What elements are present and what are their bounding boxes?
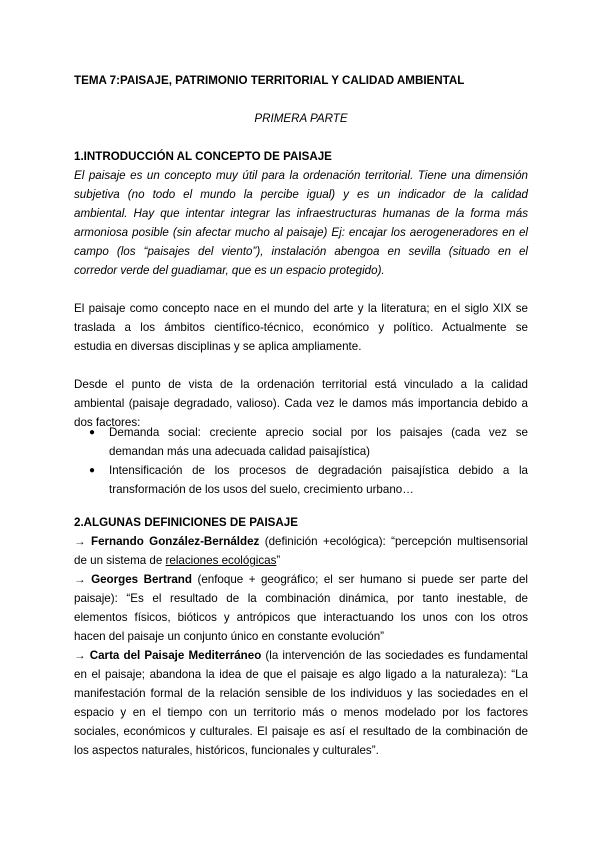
paragraph-line: estudia en diversas disciplinas y se aplica ampliamente. (74, 340, 362, 353)
author-name: Georges Bertrand (91, 573, 192, 586)
intro-line: armoniosa posible (sin afectar mucho al paisaje) Ej: encajar los aerogeneradores en el (74, 226, 528, 239)
bullet-item-line: Demanda social: creciente aprecio social por los paisajes (cada vez se (109, 426, 528, 439)
paragraph-line: El paisaje como concepto nace en el mundo del arte y la literatura; en el siglo XIX se (74, 302, 528, 315)
bullet-item-line: Intensificación de los procesos de degradación paisajística debido a la (109, 464, 528, 477)
author-name: Carta del Paisaje Mediterráneo (89, 649, 262, 662)
definition-line: paisaje): “Es el resultado de la combinación dinámica, por tanto inestable, de (74, 592, 528, 605)
definition-line (74, 570, 528, 589)
document-subtitle: PRIMERA PARTE (254, 112, 348, 125)
paragraph-line: ambiental (paisaje degradado, valioso). Cada vez le damos más importancia debido a (74, 397, 528, 410)
definition-line (74, 646, 528, 665)
intro-line: subjetiva (no todo el mundo la percibe igual) y es un indicador de la calidad (74, 188, 528, 201)
bullet-item-line: demandan más una adecuada calidad paisajística) (109, 445, 371, 458)
paragraph-line: Desde el punto de vista de la ordenación territorial está vinculado a la calidad (74, 378, 528, 391)
definition-line: sociales, económicos y culturales. El paisaje es así el resultado de la combinación de (74, 725, 528, 738)
definition-text: (la intervención de las sociedades es fundamental (261, 649, 528, 662)
intro-line: corredor verde del guadiamar, que es un espacio protegido). (74, 264, 385, 277)
definition-line: en el paisaje; abandona la idea de que el paisaje es algo ligado a la naturaleza): “La (74, 668, 528, 681)
definition-text: (enfoque + geográfico; el ser humano si puede ser parte del (191, 573, 528, 586)
definition-line: manifestación formal de la relación sensible de los individuos y las sociedades en el (74, 687, 528, 700)
section-1-heading: 1.INTRODUCCIÓN AL CONCEPTO DE PAISAJE (74, 150, 332, 163)
intro-line: ambiental. Hay que intentar integrar las infraestructuras humanas de la forma más (74, 207, 528, 220)
intro-line: campo (los “paisajes del viento”), instalación abengoa en sevilla (situado en el (74, 245, 528, 258)
document-title: TEMA 7:PAISAJE, PATRIMONIO TERRITORIAL Y CALIDAD AMBIENTAL (74, 74, 465, 87)
section-2-heading: 2.ALGUNAS DEFINICIONES DE PAISAJE (74, 516, 298, 529)
arrow-icon: → (74, 535, 86, 548)
arrow-icon: → (74, 573, 86, 586)
arrow-icon: → (74, 649, 86, 662)
definition-line: los aspectos naturales, históricos, funcionales y culturales”. (74, 744, 379, 757)
definition-line: elementos físicos, bióticos y antrópicos que interactuando los unos con los otros (74, 611, 528, 624)
bullet-icon: ● (89, 427, 96, 438)
author-name: Fernando González-Bernáldez (90, 535, 260, 548)
definition-line: espacio y en el tiempo con un territorio más o menos modelado por los factores (74, 706, 528, 719)
definition-line (74, 551, 528, 570)
ecological-relations-link[interactable]: relaciones ecológicas (165, 554, 277, 567)
intro-line: El paisaje es un concepto muy útil para la ordenación territorial. Tiene una dimensión (74, 169, 528, 182)
definition-line: hacen del paisaje un conjunto único en constante evolución” (74, 630, 385, 643)
paragraph-line: traslada a los ámbitos científico-técnico, económico y político. Actualmente se (74, 321, 528, 334)
bullet-item-line: transformación de los usos del suelo, crecimiento urbano… (109, 483, 414, 496)
definition-text: de un sistema de (74, 554, 166, 567)
definition-text: ” (276, 554, 281, 567)
definition-text: (definición +ecológica): “percepción multisensorial (259, 535, 528, 548)
bullet-icon: ● (89, 465, 96, 476)
paragraph-line: dos factores: (74, 416, 141, 429)
definition-line (74, 532, 528, 551)
